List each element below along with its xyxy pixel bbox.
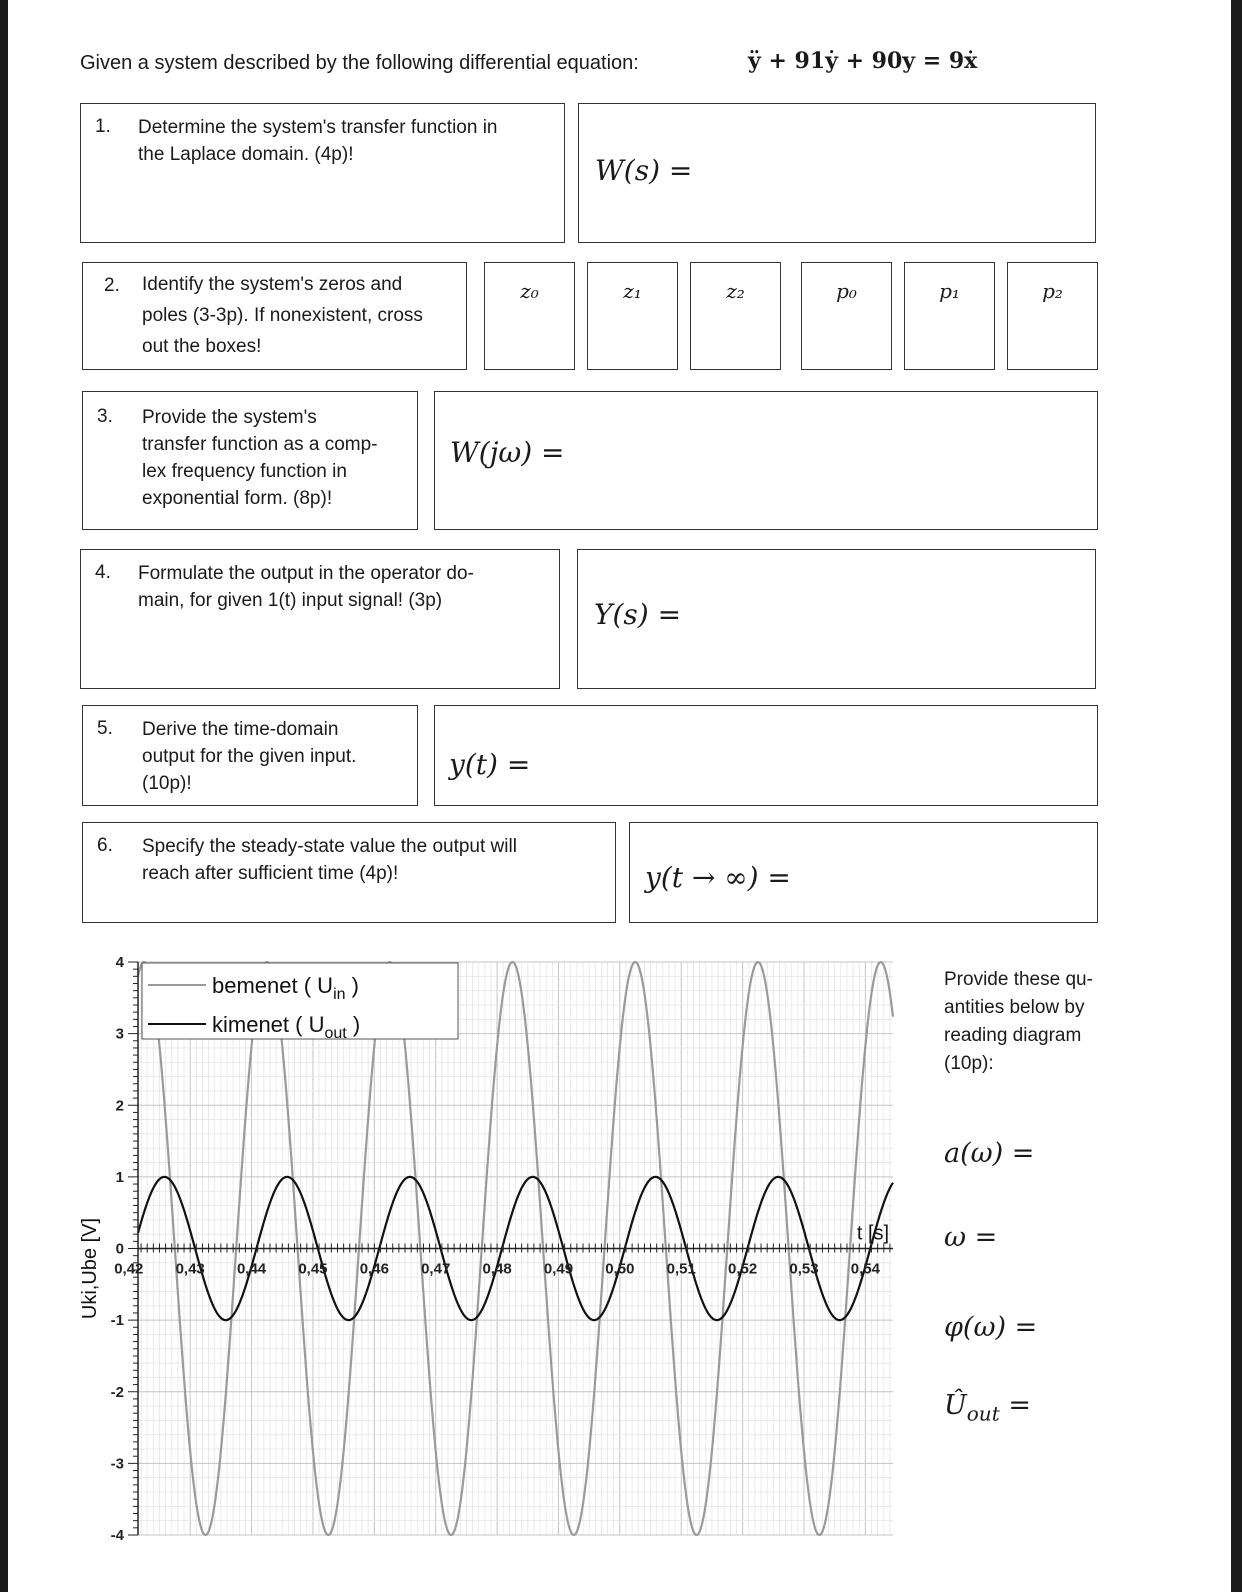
answer-1-label: W(s) = [595,154,693,187]
x-tick-label: 0,48 [482,1260,512,1278]
question-1-box [80,103,565,243]
question-3-number: 3. [97,406,113,427]
chart-legend [142,963,458,1042]
question-5-text: Derive the time-domain output for the given input. (10p)! [142,719,357,794]
y-tick-label: -3 [110,1455,124,1473]
y-tick-label: 0 [115,1240,124,1258]
question-6-box [82,822,616,923]
x-tick-label: 0,49 [543,1260,574,1278]
answer-6-box[interactable] [629,822,1098,923]
x-tick-label: 0,44 [236,1260,267,1278]
page-edge-right [1231,0,1242,1592]
x-tick-label: 0,47 [421,1260,451,1278]
x-tick-label: 0,43 [175,1260,205,1278]
question-6-number: 6. [97,835,113,856]
zero-box-z1[interactable]: z₁ [587,262,678,370]
y-tick-label: -4 [110,1527,124,1544]
page-edge-left [0,0,8,1592]
output-amplitude-label: $Û_{out}$ = [944,1390,1031,1426]
y-tick-label: 1 [115,1168,124,1186]
x-tick-label: 0,45 [298,1260,328,1278]
x-axis-label: t [s] [856,1222,890,1245]
x-tick-label: 0,51 [666,1260,696,1278]
question-5-number: 5. [97,718,113,739]
question-1-number: 1. [95,116,111,137]
pole-box-p2[interactable]: p₂ [1007,262,1098,370]
question-2-number: 2. [104,275,120,296]
y-tick-label: -1 [110,1312,124,1330]
answer-4-label: Y(s) = [594,598,682,631]
phase-label: φ(ω) = [944,1312,1038,1343]
y-axis-label: Uki,Ube [V] [79,1217,101,1320]
x-tick-label: 0,54 [850,1260,880,1278]
pole-box-p1[interactable]: p₁ [904,262,995,370]
zero-box-z0[interactable]: z₀ [484,262,575,370]
answer-3-box[interactable] [434,391,1098,530]
diagram-instructions: Provide these qu- antities below by reading diagram (10p): [944,969,1093,1074]
answer-1-box[interactable] [578,103,1096,243]
answer-6-label: y(t → ∞) = [645,861,791,894]
y-tick-label: -2 [110,1383,124,1401]
question-4-box [80,549,560,689]
question-3-text: Provide the system's transfer function as a comp- lex frequency function in exponential form. (8p)! [142,407,378,509]
frequency-label: ω = [944,1222,998,1253]
x-tick-label: 0,50 [605,1260,635,1278]
chart-axes [79,955,893,1544]
answer-4-box[interactable] [577,549,1096,689]
zero-box-z2[interactable]: z₂ [690,262,781,370]
legend-label: kimenet ( $U_{out}$ ) [212,1012,361,1042]
differential-equation: ÿ + 91ẏ + 90y = 9ẋ [748,48,978,74]
x-tick-label: 0,42 [114,1260,144,1278]
pole-box-p0[interactable]: p₀ [801,262,892,370]
intro-text: Given a system described by the following differential equation: [80,52,639,74]
signal-chart [70,955,930,1575]
answer-5-label: y(t) = [449,748,531,781]
y-tick-label: 4 [115,955,124,971]
answer-3-label: W(jω) = [450,436,565,469]
x-tick-label: 0,53 [789,1260,819,1278]
question-2-text: Identify the system's zeros and poles (3-3p). If nonexistent, cross out the boxes! [142,274,423,357]
question-3-box [82,391,418,530]
x-tick-label: 0,46 [359,1260,389,1278]
x-tick-label: 0,52 [728,1260,758,1278]
question-4-text: Formulate the output in the operator do- main, for given 1(t) input signal! (3p) [138,563,474,611]
y-tick-label: 2 [115,1097,124,1115]
question-1-text: Determine the system's transfer function in the Laplace domain. (4p)! [138,117,498,165]
legend-label: bemenet ( $U_{in}$ ) [212,973,359,1003]
question-4-number: 4. [95,562,111,583]
question-2-box [82,262,467,370]
question-5-box [82,705,418,806]
amplitude-ratio-label: a(ω) = [944,1138,1035,1169]
y-tick-label: 3 [115,1025,124,1043]
question-6-text: Specify the steady-state value the output will reach after sufficient time (4p)! [142,836,517,884]
answer-5-box[interactable] [434,705,1098,806]
